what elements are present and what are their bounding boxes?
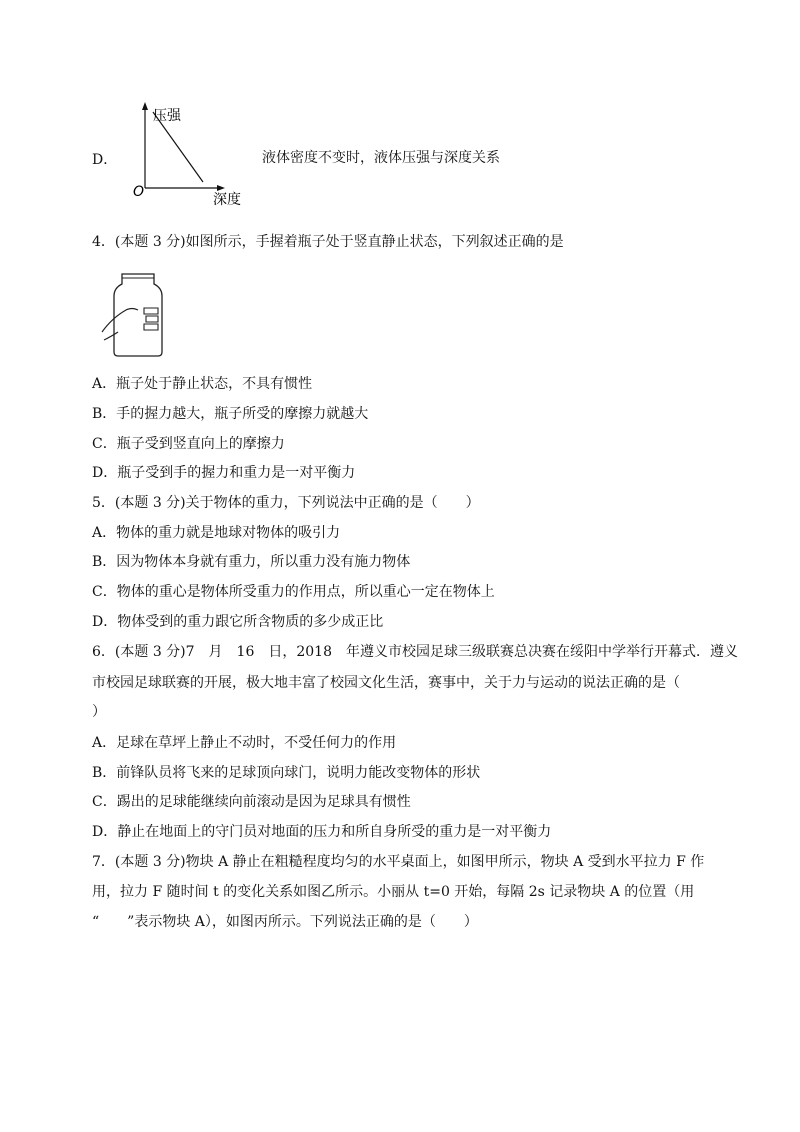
question-4-option-a: A．瓶子处于静止状态，不具有惯性	[92, 376, 313, 392]
y-axis-arrow	[142, 102, 148, 110]
x-axis-label: 深度	[213, 192, 241, 208]
question-6-option-b: B．前锋队员将飞来的足球顶向球门，说明力能改变物体的形状	[92, 765, 481, 781]
question-5-option-a: A．物体的重力就是地球对物体的吸引力	[92, 525, 341, 541]
question-6-stem-line-1: 6．(本题 3 分)7 月 16 日，2018 年遵义市校园足球三级联赛总决赛在绥阳中学举行开幕式．遵义	[92, 644, 738, 660]
graph-caption: 液体密度不变时，液体压强与深度关系	[262, 150, 500, 166]
question-6-stem-line-2: 市校园足球联赛的开展，极大地丰富了校园文化生活，赛事中，关于力与运动的说法正确的是（	[92, 675, 680, 691]
question-6-option-d: D．静止在地面上的守门员对地面的压力和所自身所受的重力是一对平衡力	[92, 824, 552, 840]
question-4-option-c: C．瓶子受到竖直向上的摩擦力	[92, 436, 285, 452]
question-5-option-d: D．物体受到的重力跟它所含物质的多少成正比	[92, 614, 384, 630]
question-6-option-a: A．足球在草坪上静止不动时，不受任何力的作用	[92, 735, 397, 751]
origin-label: O	[133, 184, 145, 200]
question-4-stem: 4．(本题 3 分)如图所示，手握着瓶子处于竖直静止状态，下列叙述正确的是	[92, 234, 564, 250]
question-5-option-c: C．物体的重心是物体所受重力的作用点，所以重心一定在物体上	[92, 584, 495, 600]
question-7-stem-line-3: “ ”表示物块 A），如图丙所示。下列说法正确的是（ ）	[92, 914, 478, 930]
question-7-stem-line-1: 7．(本题 3 分)物块 A 静止在粗糙程度均匀的水平桌面上，如图甲所示，物块 A 受到水平拉力 F 作	[92, 854, 705, 870]
question-5-option-b: B．因为物体本身就有重力，所以重力没有施力物体	[92, 554, 411, 570]
question-4-option-d: D．瓶子受到手的握力和重力是一对平衡力	[92, 465, 356, 481]
question-6-stem-line-3: ）	[92, 704, 106, 720]
x-axis-arrow	[217, 185, 225, 191]
question-7-stem-line-2: 用，拉力 F 随时间 t 的变化关系如图乙所示。小丽从 t=0 开始，每隔 2s 记录物块 A 的位置（用	[92, 884, 695, 900]
y-axis-label: 压强	[153, 108, 181, 124]
question-4-option-b: B．手的握力越大，瓶子所受的摩擦力就越大	[92, 406, 369, 422]
pressure-depth-graph	[133, 100, 253, 210]
question-5-stem: 5．(本题 3 分)关于物体的重力，下列说法中正确的是（ ）	[92, 495, 480, 511]
question-6-option-c: C．踢出的足球能继续向前滚动是因为足球具有惯性	[92, 794, 411, 810]
option-label-d: D．	[92, 152, 118, 168]
hand-holding-bottle-figure	[100, 268, 175, 358]
